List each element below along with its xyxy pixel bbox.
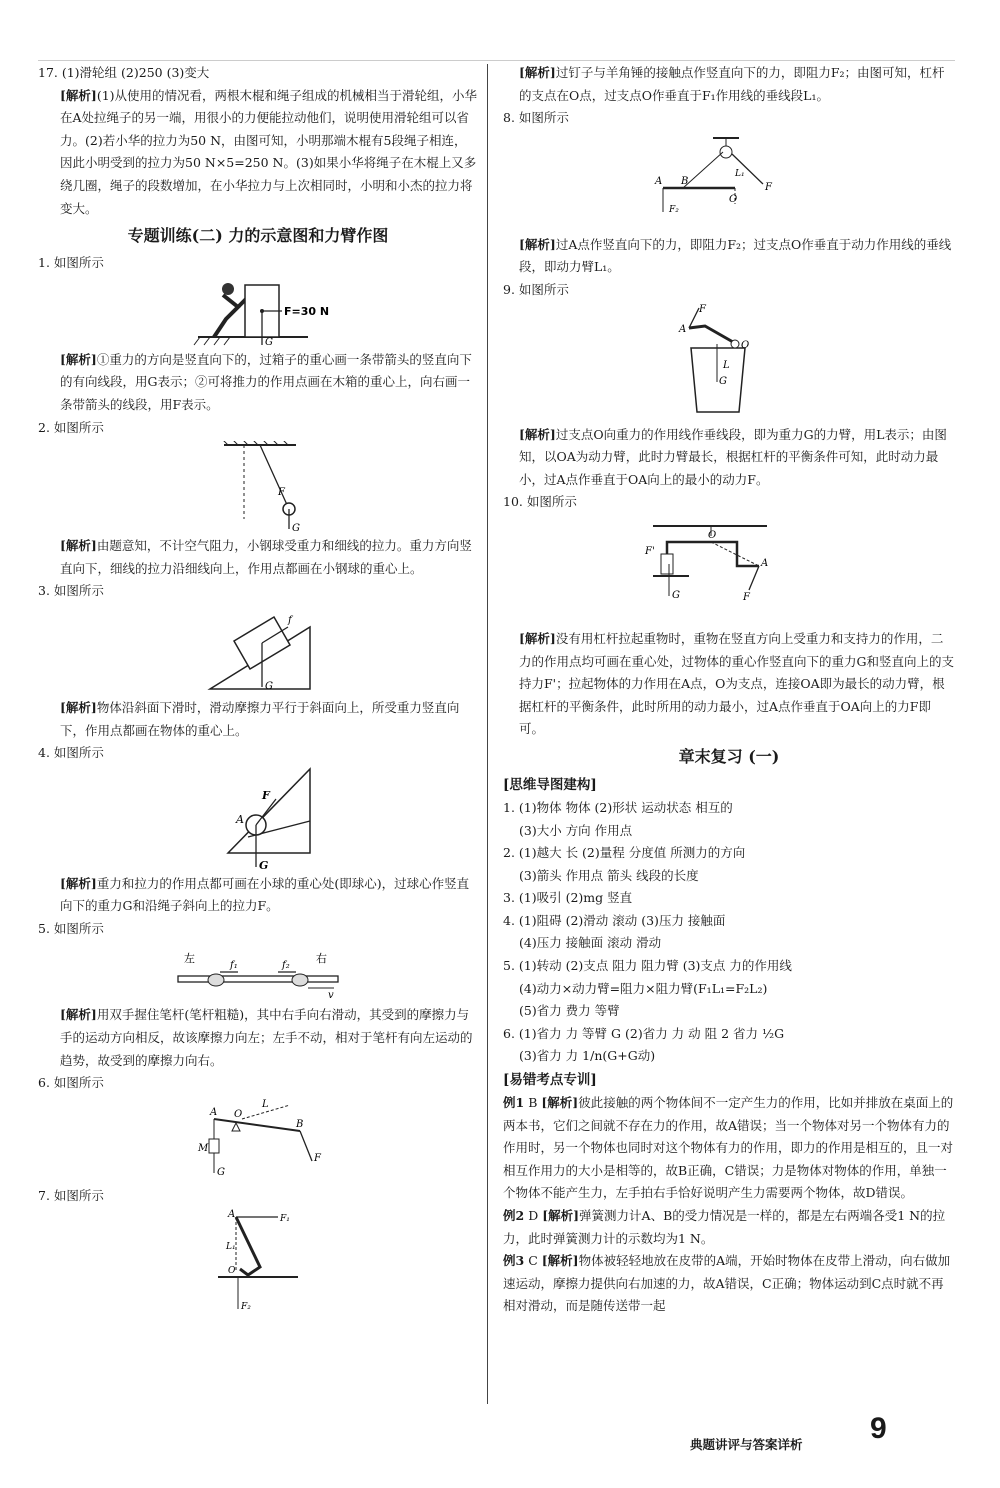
footer-text: 典题讲评与答案详析: [690, 1437, 803, 1452]
figure-2: [38, 441, 478, 533]
right-column: [503, 62, 955, 1318]
item-6-label: 6. 如图所示: [38, 1075, 104, 1091]
item-10-label: 10. 如图所示: [503, 494, 577, 510]
item-5-label: 5. 如图所示: [38, 920, 104, 936]
item-7-label: 7. 如图所示: [38, 1187, 104, 1203]
fig6-label-O: O: [234, 1108, 243, 1120]
fig7-label-L1: L₁: [226, 1242, 236, 1253]
fig7-label-F2: F₂: [241, 1302, 251, 1313]
fig4-label-A: A: [236, 812, 244, 826]
fig6-label-L: L: [262, 1098, 269, 1110]
example-2: 例2 D [解析]弹簧测力计A、B的受力情况是一样的，都是左右两端各受1 N的拉力，此时弹簧测力计的示数均为1 N。: [503, 1208, 946, 1246]
section-title: 专题训练(二) 力的示意图和力臂作图: [127, 226, 389, 246]
fig7-label-O: O: [228, 1266, 236, 1277]
fig5-label-f1: f₁: [230, 960, 238, 972]
mindmap-line-4: (3)箭头 作用点 箭头 线段的长度: [519, 867, 699, 883]
example-3: 例3 C [解析]物体被轻轻地放在皮带的A端，开始时物体在皮带上滑动，向右做加速运动，摩擦力提供向右加速的力，故A错误，C正确；物体运动到C点时就不再相对滑动，而是随传送带一起: [503, 1253, 951, 1314]
page-number: 9: [870, 1412, 887, 1445]
fig8-label-F: F: [765, 181, 772, 193]
fig9-label-G: G: [719, 375, 727, 387]
fig5-label-f2: f₂: [282, 960, 290, 972]
q7-explanation: [解析]过钉子与羊角锤的接触点作竖直向下的力，即阻力F₂；由图可知，杠杆的支点在O点，过支点O作垂直于F₁作用线的垂线段L₁。: [519, 65, 945, 103]
fig6-label-B: B: [296, 1118, 304, 1130]
mindmap-line-11: 6. (1)省力 力 等臂 G (2)省力 力 动 阻 2 省力 ½G: [503, 1025, 785, 1041]
item-3-explanation: [解析]物体沿斜面下滑时，滑动摩擦力平行于斜面向上，所受重力竖直向下，作用点都画在物体的重心上。: [60, 699, 460, 738]
fig10-label-A: A: [761, 557, 769, 569]
fig9-label-L: L: [723, 359, 730, 371]
fig1-label-F: F=30 N: [284, 304, 330, 318]
mindmap-line-9: (4)动力×动力臂=阻力×阻力臂(F₁L₁=F₂L₂): [519, 980, 768, 996]
mindmap-line-5: 3. (1)吸引 (2)mg 竖直: [503, 890, 633, 906]
item-4-label: 4. 如图所示: [38, 745, 104, 761]
item-9-label: 9. 如图所示: [503, 281, 569, 297]
item-3-label: 3. 如图所示: [38, 583, 104, 599]
mindmap-line-3: 2. (1)越大 长 (2)量程 分度值 所测力的方向: [503, 845, 746, 861]
item-1-explanation: [解析]①重力的方向是竖直向下的，过箱子的重心画一条带箭头的竖直向下的有向线段，用G表示；②可将推力的作用点画在木箱的重心上，向右画一条带箭头的线段，用F表示。: [60, 351, 472, 412]
item-5-explanation: [解析]用双手握住笔杆(笔杆粗糙)，其中右手向右滑动，其受到的摩擦力与手的运动方向相反，故该摩擦力向左；左手不动，相对于笔杆有向左运动的趋势，故受到的摩擦力向右。: [60, 1007, 473, 1068]
q17-answer: 17. (1)滑轮组 (2)250 (3)变大: [38, 65, 210, 80]
fig10-label-O: O: [708, 529, 717, 541]
mindmap-line-6: 4. (1)阻碍 (2)滑动 滚动 (3)压力 接触面: [503, 912, 726, 928]
chapter-title: 章末复习 (一): [678, 746, 780, 766]
fig9-label-A: A: [679, 323, 687, 335]
mindmap-line-7: (4)压力 接触面 滚动 滑动: [519, 935, 662, 951]
example-1: 例1 B [解析]彼此接触的两个物体间不一定产生力的作用，比如并排放在桌面上的两本书，它们之间就不存在力的作用，故A错误；当一个物体对另一个物体有力的作用时，另一个物体也同时对这个物体有力的作用，即力的作用是相互的，且一对相互作用力的大小是相等的，故B正确，C错误；力是物体对物体的作用，单独一个物体不能产生力，左手拍右手恰好说明产生力需要两个物体，故D错误。: [503, 1095, 954, 1201]
fig6-label-F: F: [314, 1152, 321, 1164]
fig6-label-M: M: [198, 1142, 209, 1154]
top-rule: [38, 60, 955, 61]
item-2-label: 2. 如图所示: [38, 419, 104, 435]
mindmap-line-10: (5)省力 费力 等臂: [519, 1003, 620, 1019]
fig10-label-G: G: [672, 589, 680, 601]
figure-10: [503, 516, 955, 626]
fig9-label-F: F: [699, 303, 706, 315]
item-2-explanation: [解析]由题意知，不计空气阻力，小钢球受重力和细线的拉力。重力方向竖直向下，细线的拉力沿细线向上，作用点都画在小钢球的重心上。: [60, 538, 472, 576]
left-column: [38, 62, 478, 1315]
fig5-label-right: 右: [316, 952, 327, 966]
fig9-label-O: O: [741, 339, 750, 351]
item-10-explanation: [解析]没有用杠杆拉起重物时，重物在竖直方向上受重力和支持力的作用，二力的作用点均可画在重心处，过物体的重心作竖直向下的重力G和竖直向上的支持力F'；拉起物体的力作用在A点，O为支点，连接OA即为最长的动力臂，根据杠杆的平衡条件，此时所用的动力最小，过A点作垂直于OA向上的力F即可。: [519, 630, 954, 737]
q17-explanation: [解析](1)从使用的情况看，两根木棍和绳子组成的机械相当于滑轮组，小华在A处拉绳子的另一端，用很小的力便能拉动他们，说明使用滑轮组可以省力。(2)若小华的拉力为50 N，由图可知，小明那端木棍有5段绳子相连，因此小明受到的拉力为50 N×5=250 N。(3)如果小华将绳子在木棍上又多绕几圈，绳子的段数增加，在小华拉力与上次相同时，小明和小杰的拉力将变大。: [60, 87, 478, 216]
figure-3: [38, 605, 478, 695]
item-4-explanation: [解析]重力和拉力的作用点都可画在小球的重心处(即球心)，过球心作竖直向下的重力G和沿绳子斜向上的拉力F。: [60, 875, 470, 914]
figure-7: [38, 1209, 478, 1313]
figure-4: [38, 767, 478, 871]
item-9-explanation: [解析]过支点O向重力的作用线作垂线段，即为重力G的力臂，用L表示；由图知，以OA为动力臂，此时力臂最长，根据杠杆的平衡条件可知，此时动力最小，过A点作垂直于OA向上的最小的动力F。: [519, 426, 947, 487]
mindmap-line-8: 5. (1)转动 (2)支点 阻力 阻力臂 (3)支点 力的作用线: [503, 958, 792, 974]
mindmap-heading: [思维导图建构]: [503, 776, 597, 793]
fig8-label-L1: L₁: [735, 168, 745, 179]
figure-5: [38, 942, 478, 1002]
column-divider: [487, 64, 488, 1404]
fig6-label-G: G: [217, 1166, 225, 1178]
fig8-label-B: B: [681, 175, 689, 187]
figure-1: [38, 277, 478, 347]
mindmap-line-1: 1. (1)物体 物体 (2)形状 运动状态 相互的: [503, 799, 733, 815]
fig10-label-F: F: [743, 591, 750, 603]
mindmap-line-12: (3)省力 力 1/n(G+G动): [519, 1048, 656, 1064]
fig3-label-G: G: [265, 680, 273, 692]
fig6-label-A: A: [210, 1106, 218, 1118]
fig7-label-F1: F₁: [280, 1214, 290, 1225]
item-1-label: 1. 如图所示: [38, 255, 104, 271]
fig5-label-left: 左: [184, 952, 195, 966]
figure-6: [38, 1097, 478, 1183]
fig8-label-F2: F₂: [669, 204, 679, 215]
fig7-label-A: A: [228, 1209, 236, 1221]
figure-9: [503, 304, 955, 422]
mindmap-line-2: (3)大小 方向 作用点: [519, 822, 633, 838]
errors-heading: [易错考点专训]: [503, 1072, 597, 1089]
fig4-label-G: G: [259, 858, 269, 871]
fig8-label-O: O: [729, 193, 738, 205]
fig5-label-v: v: [328, 990, 334, 1002]
item-8-label: 8. 如图所示: [503, 110, 569, 126]
fig2-label-G: G: [292, 523, 300, 534]
fig8-label-A: A: [655, 175, 663, 187]
figure-8: [503, 132, 955, 232]
item-8-explanation: [解析]过A点作竖直向下的力，即阻力F₂；过支点O作垂直于动力作用线的垂线段，即动力臂L₁。: [519, 236, 952, 275]
fig10-label-Fprime: F': [645, 545, 655, 557]
fig1-label-G: G: [265, 336, 273, 347]
fig2-label-F: F: [278, 487, 285, 499]
fig3-label-f: f: [288, 614, 292, 626]
fig4-label-F: F: [262, 788, 270, 802]
